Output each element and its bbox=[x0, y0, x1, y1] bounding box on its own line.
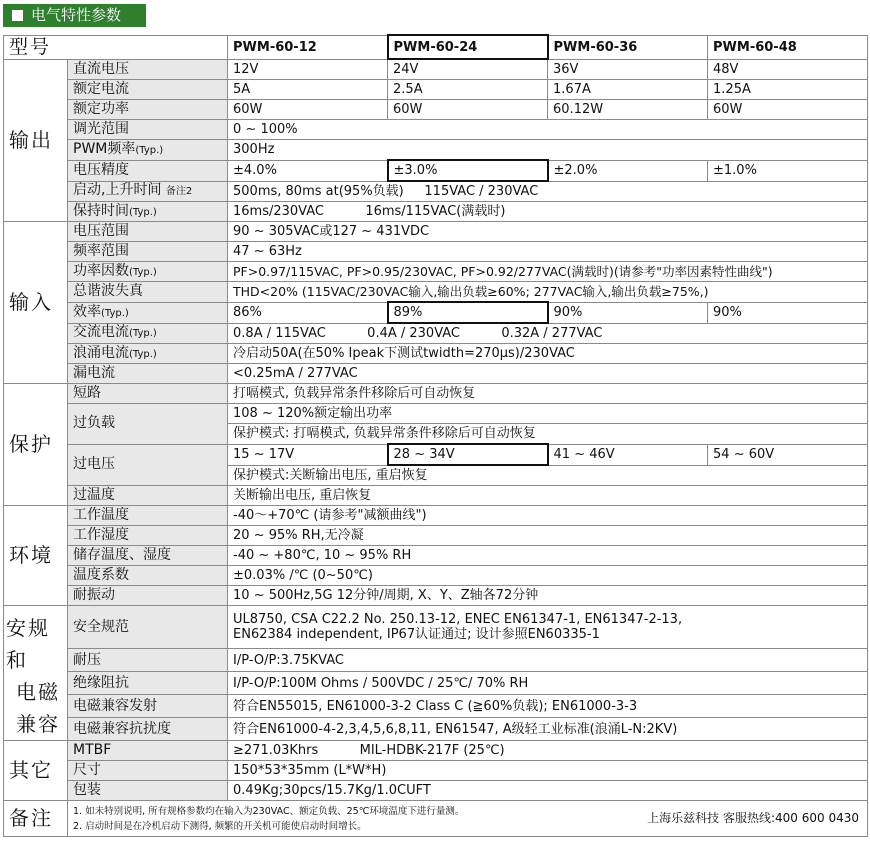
cell: 150*53*35mm (L*W*H) bbox=[228, 761, 868, 781]
label-text: 保持时间 bbox=[73, 202, 129, 219]
cell: 86% bbox=[228, 302, 388, 323]
table-row bbox=[4, 586, 868, 606]
table-row bbox=[4, 781, 868, 801]
row-label: MTBF bbox=[68, 741, 228, 761]
group-safety-line1: 安规和 bbox=[6, 616, 50, 672]
table-row bbox=[4, 323, 868, 344]
table-row bbox=[4, 140, 868, 161]
table-row-model bbox=[4, 35, 868, 59]
table-row-notes bbox=[4, 801, 868, 837]
group-environment: 环境 bbox=[4, 506, 68, 606]
safety-std-line2: EN62384 independent, IP67认证通过; 设计参照EN60335-1 bbox=[233, 627, 600, 643]
row-label: 总谐波失真 bbox=[68, 282, 228, 303]
table-row bbox=[4, 486, 868, 506]
cell: 关断输出电压, 重启恢复 bbox=[228, 486, 868, 506]
cell: 90% bbox=[708, 302, 868, 323]
cell: 500ms, 80ms at(95%负载) 115VAC / 230VAC bbox=[228, 181, 868, 202]
table-row bbox=[4, 566, 868, 586]
row-label: 温度系数 bbox=[68, 566, 228, 586]
note-line-2: 2. 启动时间是在冷机启动下测得, 频繁的开关机可能使启动时间增长。 bbox=[73, 820, 367, 832]
row-label: 漏电流 bbox=[68, 364, 228, 384]
row-label: 工作湿度 bbox=[68, 526, 228, 546]
square-icon bbox=[12, 10, 23, 21]
row-label: 电压范围 bbox=[68, 222, 228, 242]
cell: 24V bbox=[388, 59, 548, 80]
label-text: 效率 bbox=[73, 303, 101, 320]
row-label: 频率范围 bbox=[68, 242, 228, 262]
table-row bbox=[4, 649, 868, 672]
cell: 54 ~ 60V bbox=[708, 444, 868, 465]
note-line-1: 1. 如未特别说明, 所有规格参数均在输入为230VAC、额定负载、25℃环境温度下进行量测。 bbox=[73, 805, 465, 817]
typ-note: (Typ.) bbox=[101, 307, 129, 319]
model-1: PWM-60-12 bbox=[228, 35, 388, 59]
section-title: 电气特性参数 bbox=[31, 6, 122, 24]
row-label bbox=[68, 181, 228, 202]
hotline: 上海乐兹科技 客服热线:400 600 0430 bbox=[647, 810, 860, 825]
row-label: 耐振动 bbox=[68, 586, 228, 606]
typ-note: (Typ.) bbox=[129, 348, 157, 360]
row-label bbox=[68, 202, 228, 222]
table-row bbox=[4, 444, 868, 465]
cell: <0.25mA / 277VAC bbox=[228, 364, 868, 384]
label-text: 交流电流 bbox=[73, 324, 129, 341]
cell: THD<20% (115VAC/230VAC输入,输出负载≥60%; 277VAC输入,输出负载≥75%,) bbox=[228, 282, 868, 303]
row-label: 耐压 bbox=[68, 649, 228, 672]
safety-std-line1: UL8750, CSA C22.2 No. 250.13-12, ENEC EN61347-1, EN61347-2-13, bbox=[233, 612, 683, 628]
cell: ±0.03% /℃ (0~50℃) bbox=[228, 566, 868, 586]
table-row bbox=[4, 364, 868, 384]
typ-note: (Typ.) bbox=[129, 206, 157, 218]
table-row bbox=[4, 100, 868, 120]
typ-note: (Typ.) bbox=[129, 328, 157, 340]
cell: 60.12W bbox=[548, 100, 708, 120]
cell: I/P-O/P:3.75KVAC bbox=[228, 649, 868, 672]
row-label bbox=[68, 344, 228, 364]
table-row bbox=[4, 672, 868, 695]
spec-table bbox=[3, 34, 868, 837]
row-label: 直流电压 bbox=[68, 59, 228, 80]
row-label: 电磁兼容抗扰度 bbox=[68, 718, 228, 741]
table-row bbox=[4, 222, 868, 242]
label-text: 启动,上升时间 bbox=[73, 182, 162, 199]
cell: PF>0.97/115VAC, PF>0.95/230VAC, PF>0.92/277VAC(满载时)(请参考"功率因素特性曲线") bbox=[228, 262, 868, 282]
cell: 2.5A bbox=[388, 80, 548, 100]
label-text: 功率因数 bbox=[73, 262, 129, 279]
table-row bbox=[4, 202, 868, 222]
row-label: 储存温度、湿度 bbox=[68, 546, 228, 566]
row-label: 包装 bbox=[68, 781, 228, 801]
table-row bbox=[4, 282, 868, 303]
cell: 90% bbox=[548, 302, 708, 323]
cell: 60W bbox=[708, 100, 868, 120]
cell: I/P-O/P:100M Ohms / 500VDC / 25℃/ 70% RH bbox=[228, 672, 868, 695]
cell: 300Hz bbox=[228, 140, 868, 161]
cell: 0.8A / 115VAC 0.4A / 230VAC 0.32A / 277VAC bbox=[228, 323, 868, 344]
cell: 47 ~ 63Hz bbox=[228, 242, 868, 262]
model-4: PWM-60-48 bbox=[708, 35, 868, 59]
cell: 60W bbox=[388, 100, 548, 120]
cell: 10 ~ 500Hz,5G 12分钟/周期, X、Y、Z轴各72分钟 bbox=[228, 586, 868, 606]
table-row bbox=[4, 59, 868, 80]
table-row bbox=[4, 404, 868, 424]
row-label bbox=[68, 323, 228, 344]
note-ref: 备注2 bbox=[165, 186, 193, 198]
group-notes: 备注 bbox=[4, 801, 68, 837]
table-row bbox=[4, 546, 868, 566]
label-text: 浪涌电流 bbox=[73, 344, 129, 361]
table-row bbox=[4, 344, 868, 364]
row-label: 电压精度 bbox=[68, 160, 228, 181]
table-row bbox=[4, 242, 868, 262]
table-row bbox=[4, 181, 868, 202]
group-safety bbox=[4, 606, 68, 741]
table-row bbox=[4, 606, 868, 649]
row-label: 尺寸 bbox=[68, 761, 228, 781]
cell: 15 ~ 17V bbox=[228, 444, 388, 465]
row-label: 绝缘阻抗 bbox=[68, 672, 228, 695]
typ-note: (Typ.) bbox=[135, 144, 164, 156]
row-label: 安全规范 bbox=[68, 606, 228, 649]
cell: ±1.0% bbox=[708, 160, 868, 181]
cell: ±2.0% bbox=[548, 160, 708, 181]
cell: -40 ~ +80℃, 10 ~ 95% RH bbox=[228, 546, 868, 566]
row-label bbox=[68, 302, 228, 323]
row-label: 工作温度 bbox=[68, 506, 228, 526]
cell: 保护模式: 打嗝模式, 负载异常条件移除后可自动恢复 bbox=[228, 424, 868, 445]
model-label: 型号 bbox=[4, 35, 228, 59]
row-label: 过温度 bbox=[68, 486, 228, 506]
cell: 符合EN61000-4-2,3,4,5,6,8,11, EN61547, A级轻工业标准(浪涌L-N:2KV) bbox=[228, 718, 868, 741]
cell: 28 ~ 34V bbox=[388, 444, 548, 465]
group-output: 输出 bbox=[4, 59, 68, 222]
group-other: 其它 bbox=[4, 741, 68, 801]
row-label: 短路 bbox=[68, 384, 228, 404]
row-label bbox=[68, 262, 228, 282]
cell: 12V bbox=[228, 59, 388, 80]
cell: -40～+70℃ (请参考"减额曲线") bbox=[228, 506, 868, 526]
typ-note: (Typ.) bbox=[129, 266, 157, 278]
cell bbox=[228, 606, 868, 649]
row-label: 额定功率 bbox=[68, 100, 228, 120]
cell: 打嗝模式, 负载异常条件移除后可自动恢复 bbox=[228, 384, 868, 404]
cell: 60W bbox=[228, 100, 388, 120]
model-3: PWM-60-36 bbox=[548, 35, 708, 59]
table-row bbox=[4, 526, 868, 546]
row-label: 调光范围 bbox=[68, 120, 228, 140]
cell: ≥271.03Khrs MIL-HDBK-217F (25℃) bbox=[228, 741, 868, 761]
table-row bbox=[4, 506, 868, 526]
row-label: 额定电流 bbox=[68, 80, 228, 100]
group-input: 输入 bbox=[4, 222, 68, 384]
group-safety-line3: 兼容 bbox=[16, 712, 60, 736]
row-label: 电磁兼容发射 bbox=[68, 695, 228, 718]
cell: 89% bbox=[388, 302, 548, 323]
cell: 108 ~ 120%额定输出功率 bbox=[228, 404, 868, 424]
label-text: PWM频率 bbox=[73, 140, 136, 157]
table-row bbox=[4, 695, 868, 718]
cell: 符合EN55015, EN61000-3-2 Class C (≧60%负载); EN61000-3-3 bbox=[228, 695, 868, 718]
table-row bbox=[4, 120, 868, 140]
cell: ±3.0% bbox=[388, 160, 548, 181]
model-2: PWM-60-24 bbox=[388, 35, 548, 59]
table-row bbox=[4, 741, 868, 761]
table-row bbox=[4, 384, 868, 404]
cell: 5A bbox=[228, 80, 388, 100]
table-row bbox=[4, 718, 868, 741]
table-row bbox=[4, 302, 868, 323]
group-safety-line2: 电磁 bbox=[16, 680, 60, 704]
cell: 1.67A bbox=[548, 80, 708, 100]
cell: 20 ~ 95% RH,无冷凝 bbox=[228, 526, 868, 546]
table-row bbox=[4, 262, 868, 282]
table-row bbox=[4, 761, 868, 781]
row-label: 过电压 bbox=[68, 444, 228, 486]
table-row bbox=[4, 80, 868, 100]
row-label bbox=[68, 140, 228, 161]
cell: 16ms/230VAC 16ms/115VAC(满载时) bbox=[228, 202, 868, 222]
cell: 冷启动50A(在50% Ipeak下测试twidth=270μs)/230VAC bbox=[228, 344, 868, 364]
cell: 90 ~ 305VAC或127 ~ 431VDC bbox=[228, 222, 868, 242]
section-header bbox=[3, 4, 146, 27]
row-label: 过负载 bbox=[68, 404, 228, 445]
group-protection: 保护 bbox=[4, 384, 68, 506]
cell: ±4.0% bbox=[228, 160, 388, 181]
table-row bbox=[4, 160, 868, 181]
cell: 0.49Kg;30pcs/15.7Kg/1.0CUFT bbox=[228, 781, 868, 801]
cell: 36V bbox=[548, 59, 708, 80]
cell: 0 ~ 100% bbox=[228, 120, 868, 140]
cell: 41 ~ 46V bbox=[548, 444, 708, 465]
notes-cell bbox=[68, 801, 868, 837]
cell: 48V bbox=[708, 59, 868, 80]
cell: 1.25A bbox=[708, 80, 868, 100]
cell: 保护模式:关断输出电压, 重启恢复 bbox=[228, 465, 868, 486]
